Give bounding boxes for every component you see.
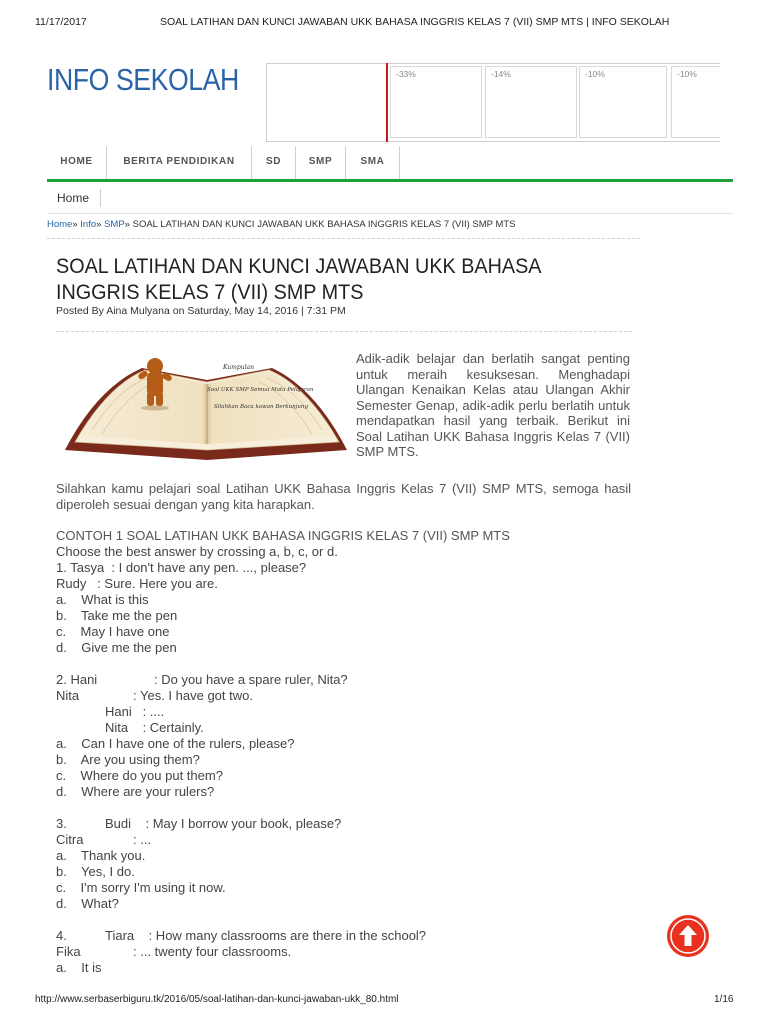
q1-line-1: 1. Tasya : I don't have any pen. ..., please? <box>56 560 307 575</box>
q2-line-4: Nita : Certainly. <box>105 720 204 735</box>
ad-cell[interactable]: -10% <box>671 66 720 138</box>
breadcrumb-info[interactable]: Info <box>80 219 97 230</box>
breadcrumb-sep: » <box>96 219 102 230</box>
book-caption-1: Kumpulan <box>223 364 254 371</box>
breadcrumb-home[interactable]: Home <box>47 219 73 230</box>
q1-option-d: d. Give me the pen <box>56 640 177 655</box>
q4-option-a: a. It is <box>56 960 102 975</box>
q4-number: 4. <box>56 928 67 943</box>
intro-paragraph-continued: Silahkan kamu pelajari soal Latihan UKK Bahasa Inggris Kelas 7 (VII) SMP MTS, semoga hasil diperoleh sesuai dengan yang kita harapkan. <box>56 481 631 512</box>
breadcrumb <box>47 219 516 230</box>
q4-line-1: Tiara : How many classrooms are there in the school? <box>105 928 427 943</box>
q2-line-1-text: : Do you have a spare ruler, Nita? <box>154 672 348 687</box>
subnav-divider <box>100 189 101 207</box>
q4-line-2: Fika <box>56 944 81 959</box>
print-page-number: 1/16 <box>714 994 734 1005</box>
q4-line-2-text: : ... twenty four classrooms. <box>133 944 292 959</box>
breadcrumb-sep: » <box>72 219 78 230</box>
q2-option-c: c. Where do you put them? <box>56 768 223 783</box>
q3-option-c: c. I'm sorry I'm using it now. <box>56 880 226 895</box>
q2-option-d: d. Where are your rulers? <box>56 784 215 799</box>
ad-cell[interactable]: -10% <box>579 66 667 138</box>
q3-number: 3. <box>56 816 67 831</box>
breadcrumb-smp[interactable]: SMP <box>104 219 125 230</box>
page-title: SOAL LATIHAN DAN KUNCI JAWABAN UKK BAHASA INGGRIS KELAS 7 (VII) SMP MTS <box>56 254 541 304</box>
q3-line-2-text: : ... <box>133 832 152 847</box>
print-doc-title: SOAL LATIHAN DAN KUNCI JAWABAN UKK BAHASA INGGRIS KELAS 7 (VII) SMP MTS | INFO SEKOLAH <box>160 16 670 28</box>
q2-line-2: Nita <box>56 688 80 703</box>
scroll-top-button[interactable] <box>667 915 709 957</box>
q1-line-2: Rudy : Sure. Here you are. <box>56 576 218 591</box>
q2-line-1: 2. Hani <box>56 672 98 687</box>
instruction: Choose the best answer by crossing a, b, c, or d. <box>56 544 338 559</box>
q3-option-b: b. Yes, I do. <box>56 864 135 879</box>
book-caption-2: Soal UKK SMP Semua Mata Pelajaran <box>207 387 314 393</box>
q2-option-a: a. Can I have one of the rulers, please? <box>56 736 295 751</box>
ad-marker <box>386 63 388 142</box>
q3-line-1: Budi : May I borrow your book, please? <box>105 816 342 831</box>
nav-item-sma[interactable]: SMA <box>346 146 400 180</box>
q3-line-2: Citra <box>56 832 84 847</box>
q2-option-b: b. Are you using them? <box>56 752 200 767</box>
nav-accent-bar <box>47 179 733 182</box>
q1-option-a: a. What is this <box>56 592 149 607</box>
breadcrumb-divider <box>47 238 640 239</box>
nav-item-sd[interactable]: SD <box>252 146 296 180</box>
print-url: http://www.serbaserbiguru.tk/2016/05/soal-latihan-dan-kunci-jawaban-ukk_80.html <box>35 994 399 1005</box>
intro-paragraph: Adik-adik belajar dan berlatih sangat penting untuk meraih kesuksesan. Menghadapi Ulangan Kenaikan Kelas atau Ulangan Akhir Semester Genap, adik-adik perlu berlatih untuk mendapatkan hasil yang terbaik. Berikut ini Soal Latihan UKK Bahasa Inggris Kelas 7 (VII) SMP MTS. <box>356 351 630 459</box>
subnav-rule <box>47 213 733 214</box>
nav-item-smp[interactable]: SMP <box>296 146 346 180</box>
ad-cell[interactable]: -14% <box>485 66 577 138</box>
breadcrumb-sep: » <box>124 219 130 230</box>
book-caption-3: Silahkan Baca kawan Berkunjung <box>214 404 308 410</box>
meta-divider <box>56 331 632 332</box>
q1-option-b: b. Take me the pen <box>56 608 178 623</box>
post-meta: Posted By Aina Mulyana on Saturday, May 14, 2016 | 7:31 PM <box>56 305 346 317</box>
subnav-home-link[interactable]: Home <box>57 191 90 205</box>
q2-line-2-text: : Yes. I have got two. <box>133 688 253 703</box>
nav-item-berita-pendidikan[interactable]: BERITA PENDIDIKAN <box>107 146 252 180</box>
q3-option-a: a. Thank you. <box>56 848 146 863</box>
ad-cell[interactable]: -33% <box>390 66 482 138</box>
nav-item-home[interactable]: HOME <box>47 146 107 180</box>
site-logo[interactable]: INFO SEKOLAH <box>47 62 239 97</box>
arrow-up-icon <box>667 915 709 957</box>
print-date: 11/17/2017 <box>35 16 87 28</box>
q1-option-c: c. May I have one <box>56 624 170 639</box>
main-nav <box>47 146 734 180</box>
breadcrumb-current: SOAL LATIHAN DAN KUNCI JAWABAN UKK BAHASA INGGRIS KELAS 7 (VII) SMP MTS <box>132 219 516 230</box>
q2-line-3: Hani : .... <box>105 704 165 719</box>
section-heading: CONTOH 1 SOAL LATIHAN UKK BAHASA INGGRIS KELAS 7 (VII) SMP MTS <box>56 528 510 543</box>
q3-option-d: d. What? <box>56 896 119 911</box>
book-illustration <box>57 350 354 462</box>
